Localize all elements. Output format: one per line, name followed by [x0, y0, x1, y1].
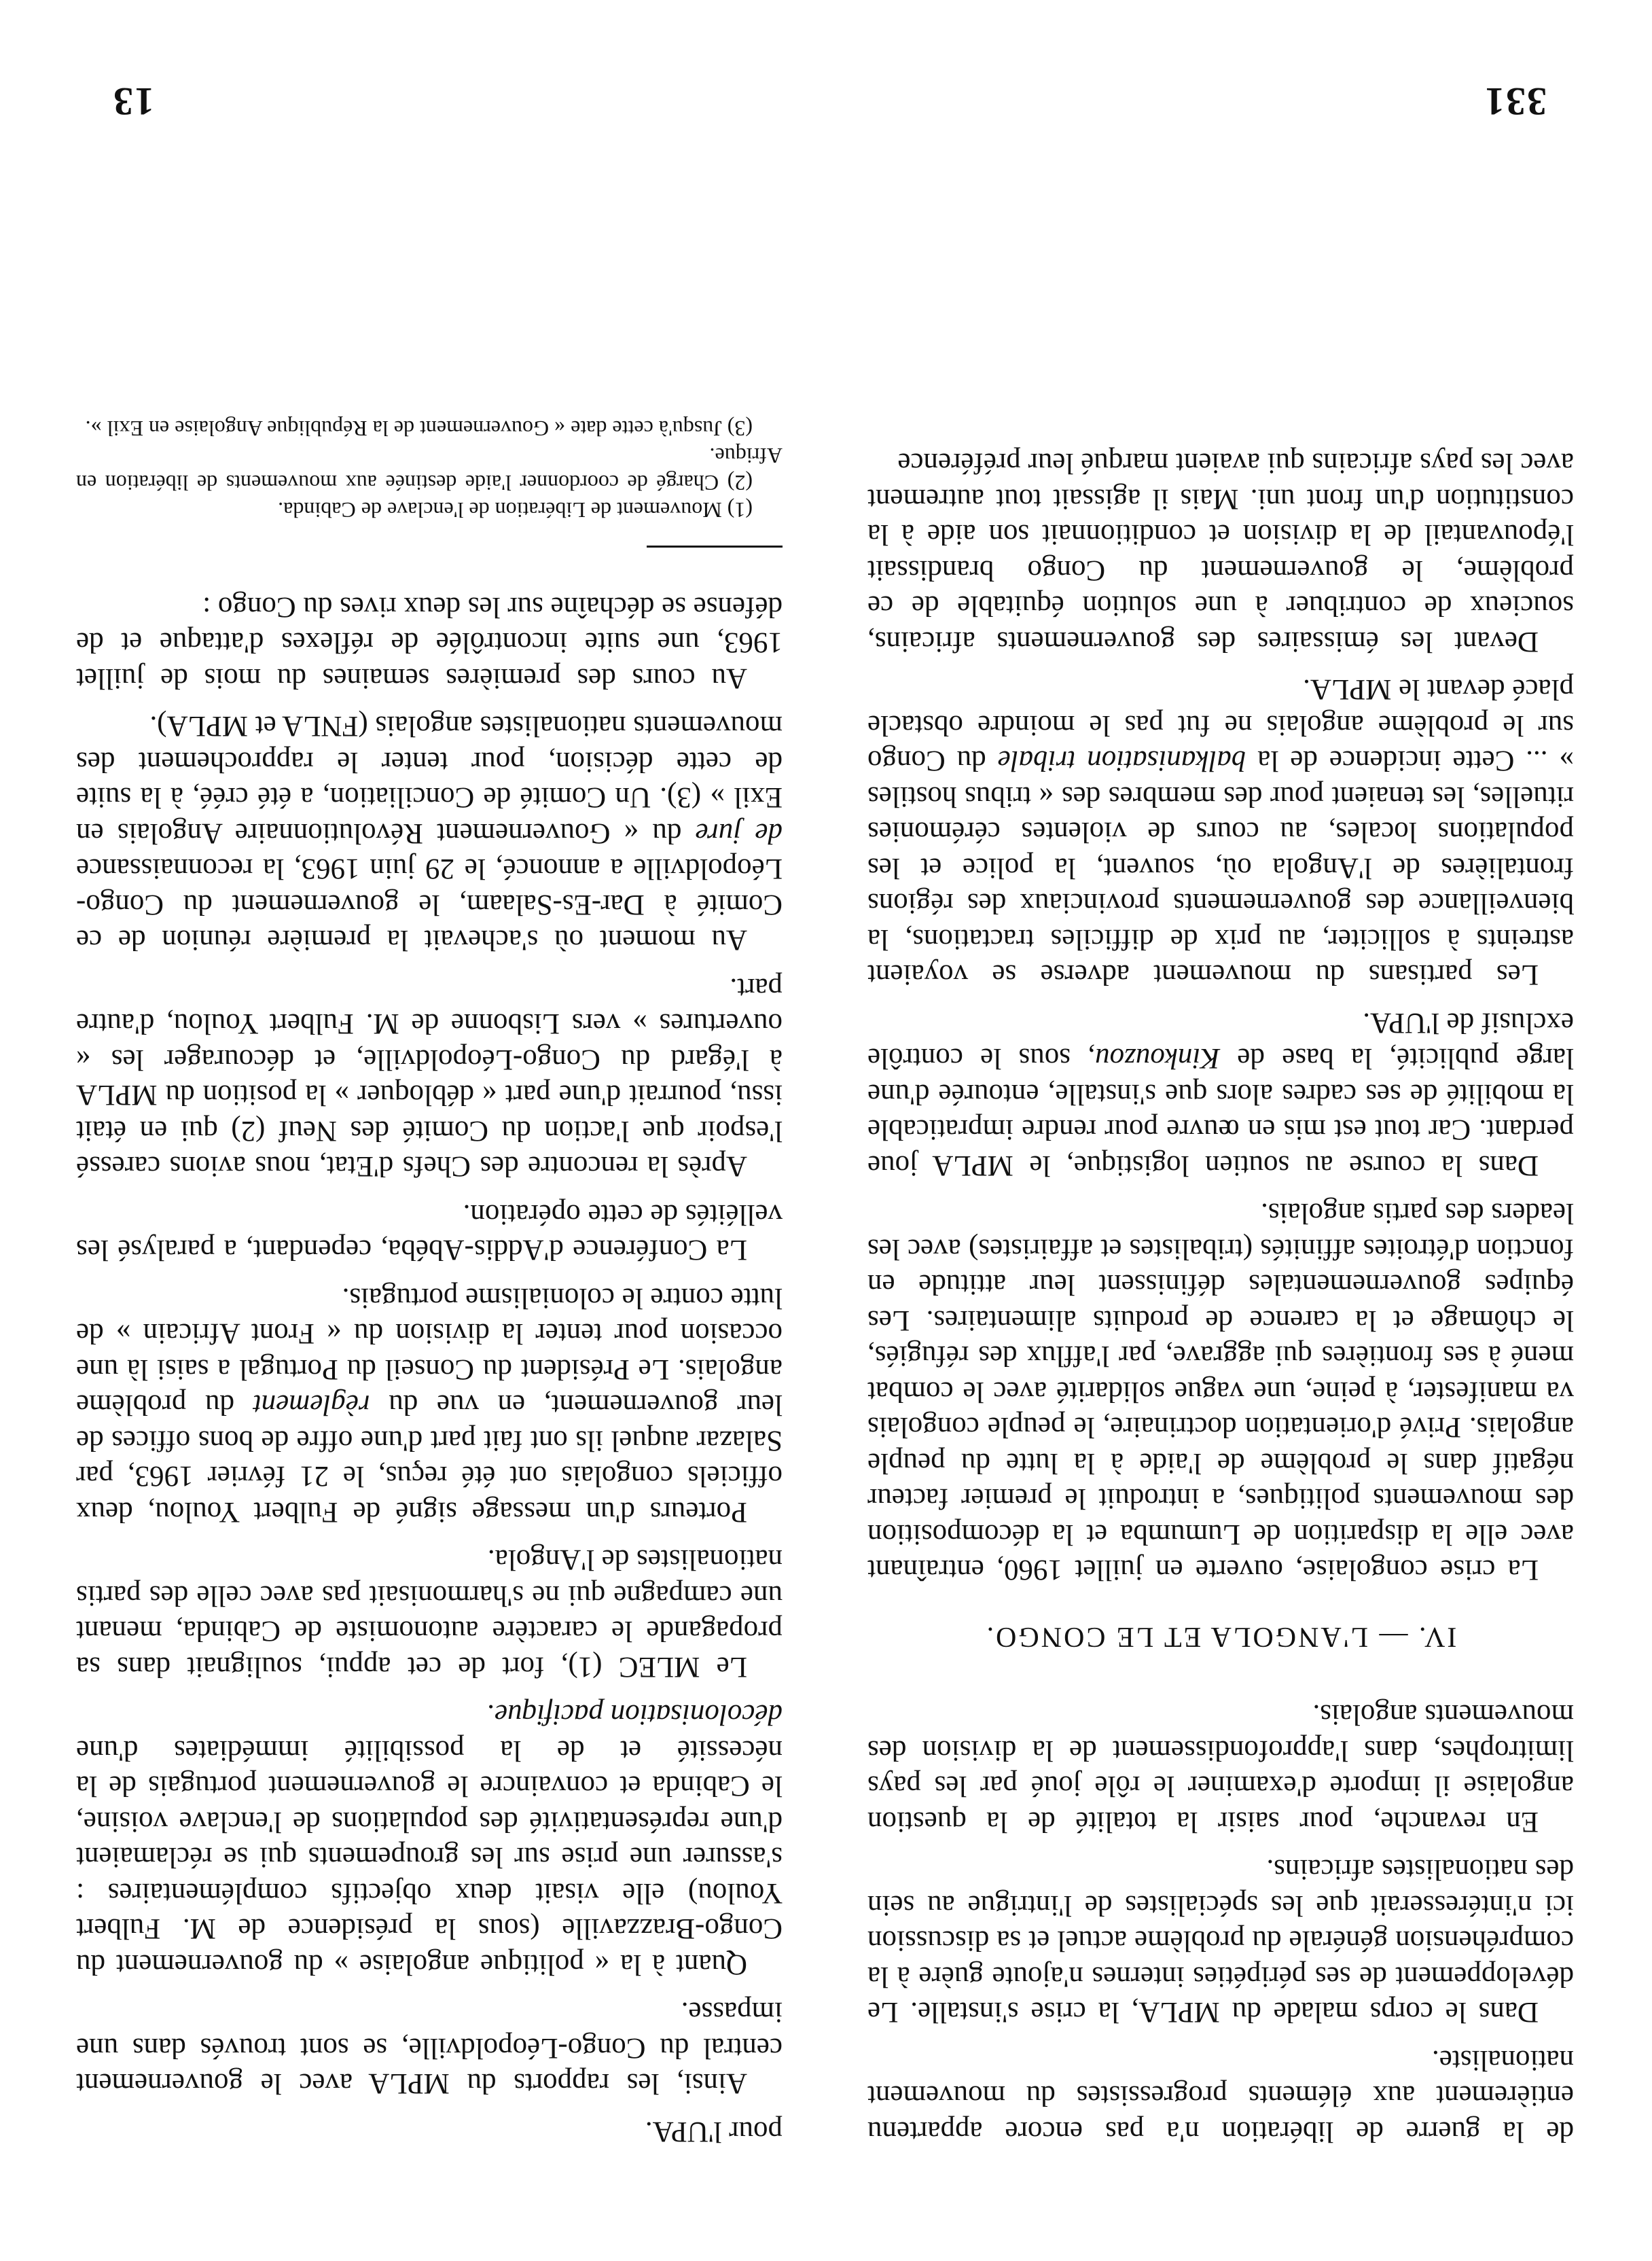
right-paragraph-3-text-a: Quant à la « politique angolaise » du gouvernement du Congo-Brazzaville (sous la présidence de M. Fulbert Youlou) elle visait deux objectifs complémentaires : s'assurer une prise sur les groupements qui se réclamaient d'une représentativité des populations de l'enclave voisine, le Cabinda et convaincre le gouvernement portugais de la nécessité et de la possibilité immédiates d'une — [76, 1734, 783, 1980]
right-paragraph-3 — [76, 1696, 783, 1982]
right-paragraph-5 — [76, 1280, 783, 1530]
right-paragraph-1: pour l'UPA. — [645, 2116, 783, 2148]
right-paragraph-8 — [76, 708, 783, 958]
right-paragraph-3-text-b: . — [487, 1698, 495, 1731]
right-paragraph-5-text-a: Porteurs d'un message signé de Fulbert Youlou, deux officiels congolais ont été reçus, le 21 février 1963, par Salazar auquel ils ont fait part d'une offre de bons offices de leur gouvernement, en vue du — [76, 1389, 783, 1528]
right-paragraph-6: La Conférence d'Addis-Abéba, cependant, a paralysé les velléités de cette opération. — [76, 1198, 783, 1266]
right-paragraph-8-italic: de jure — [695, 817, 783, 849]
footnote-divider — [647, 546, 783, 548]
left-text-column — [867, 445, 1574, 2149]
right-paragraph-8-text-a: Au moment où s'achevait la première réunion de ce Comité à Dar-Es-Salaam, le gouvernement du Congo-Léopoldville a annoncé, le 29 juin 1963, la reconnaissance — [76, 853, 783, 957]
right-paragraph-5-text-b: du problème angolais. Le Président du Conseil du Portugal a saisi là une occasion pour tenter la division du « Front Africain » de lutte contre le colonialisme portugais. — [76, 1282, 783, 1421]
right-paragraph-4: Le MLEC (1), fort de cet appui, soulignait dans sa propagande le caractère autonomiste de Cabinda, menant une campagne qui ne s'harmonisait pas avec celle des partis nationalistes de l'Angola. — [76, 1544, 783, 1683]
page-number-right: 331 — [1484, 79, 1547, 124]
left-paragraph-7: Devant les émissaires des gouvernements africains, soucieux de contribuer à une solution équitable de ce problème, le gouvernement du Congo brandissait l'épouvantail de la division et conditionnait son aide à la constitution d'un front uni. Mais il agissait tout autrement avec les pays africains qui avaient marqué leur préférence — [867, 447, 1574, 658]
left-paragraph-6 — [867, 671, 1574, 993]
right-paragraph-2: Ainsi, les rapports du MPLA avec le gouvernement central du Congo-Léopoldville, se sont trouvés dans une impasse. — [76, 1996, 783, 2100]
left-paragraph-5-italic: Kinkouzou — [1095, 1042, 1221, 1075]
footnote-3: (3) Jusqu'à cette date « Gouvernement de la République Angolaise en Exil ». — [85, 416, 753, 442]
right-paragraph-7: Après la rencontre des Chefs d'Etat, nous avions caressé l'espoir que l'action du Comité des Neuf (2) qui en était issu, pourrait d'une part « débloquer » la position du MPLA à l'égard du Congo-Léopoldville, et décourager les « ouvertures » vers Lisbonne de M. Fulbert Youlou, d'autre part. — [76, 972, 783, 1183]
footnote-2: (2) Chargé de coordonner l'aide destinée aux mouvements de libération en Afrique. — [76, 444, 783, 496]
left-paragraph-2: Dans le corps malade du MPLA, la crise s'installe. Le développement de ses péripéties internes n'ajoute guère à la compréhension générale du problème actuel et sa discussion ici n'intéresserait que les spécialistes de l'intrigue au sein des nationalistes africains. — [867, 1853, 1574, 2029]
right-text-column — [76, 416, 783, 2150]
left-paragraph-5 — [867, 1005, 1574, 1183]
section-title: IV. — L'ANGOLA ET LE CONGO. — [984, 1621, 1457, 1652]
left-paragraph-5-text-a: Dans la course au soutien logistique, le MPLA joue perdant. Car tout est mis en œuvre pour rendre impraticable la mobilité de ses cadres alors que s'installe, entourée d'une large publicité, la base de — [867, 1042, 1574, 1181]
left-paragraph-6-italic: balkanisation tribale — [997, 745, 1246, 777]
footnote-1: (1) Mouvement de Libération de l'enclave de Cabinda. — [278, 498, 753, 523]
right-paragraph-8-text-b: du « Gouvernement Révolutionnaire Angolais en Exil » (3). Un Comité de Conciliation, a été créé, à la suite de cette décision, pour tenter le rapprochement des mouvements nationalistes angolais (FNLA et MPLA). — [75, 710, 783, 849]
left-paragraph-1: de la guerre de libération n'a pas encore appartenu entièrement aux éléments progressistes du mouvement nationaliste. — [867, 2044, 1574, 2148]
footnotes — [76, 416, 783, 524]
right-paragraph-3-italic: décolonisation pacifique — [495, 1698, 783, 1731]
right-paragraph-9: Au cours des premières semaines du mois de juillet 1963, une suite incontrôlée de réflexes d'attaque et de défense se déchaîne sur les deux rives du Congo : — [76, 591, 783, 694]
left-paragraph-6-text-a: Les partisans du mouvement adverse se voyaient astreints à solliciter, au prix de difficiles tractations, la bienveillance des gouvernements provinciaux des régions frontalières de l'Angola où, souvent, la police et les populations locales, au cours de violentes cérémonies rituelles, les tenaient pour des membres des « tribus hostiles » ... Cette incidence de la — [867, 745, 1574, 991]
left-paragraph-6-text-b: du Congo sur le problème angolais ne fut pas le moindre obstacle placé devant le MPLA. — [867, 673, 1574, 777]
left-paragraph-4: La crise congolaise, ouverte en juillet 1960, entraînant avec elle la disparition de Lumumba et la décomposition des mouvements politiques, a introduit le premier facteur négatif dans le problème de l'aide à la lutte du peuple angolais. Privé d'orientation doctrinaire, le peuple congolais va manifester, à peine, une vague solidarité avec le combat mené à ses frontières qui aggrave, par l'afflux des réfugiés, le chômage et la carence de produits alimentaires. Les équipes gouvernementales définissent leur attitude en fonction d'étroites affinités (tribalistes et affairistes) avec les leaders des partis angolais. — [867, 1197, 1574, 1586]
left-paragraph-3: En revanche, pour saisir la totalité de la question angolaise il importe d'examiner le rôle joué par les pays limitrophes, dans l'approfondissement de la division des mouvements angolais. — [867, 1698, 1574, 1838]
left-paragraph-5-text-b: , sous le contrôle exclusif de l'UPA. — [867, 1007, 1574, 1075]
right-paragraph-5-italic: règlement — [253, 1389, 370, 1421]
page-number-left: 13 — [112, 79, 154, 124]
